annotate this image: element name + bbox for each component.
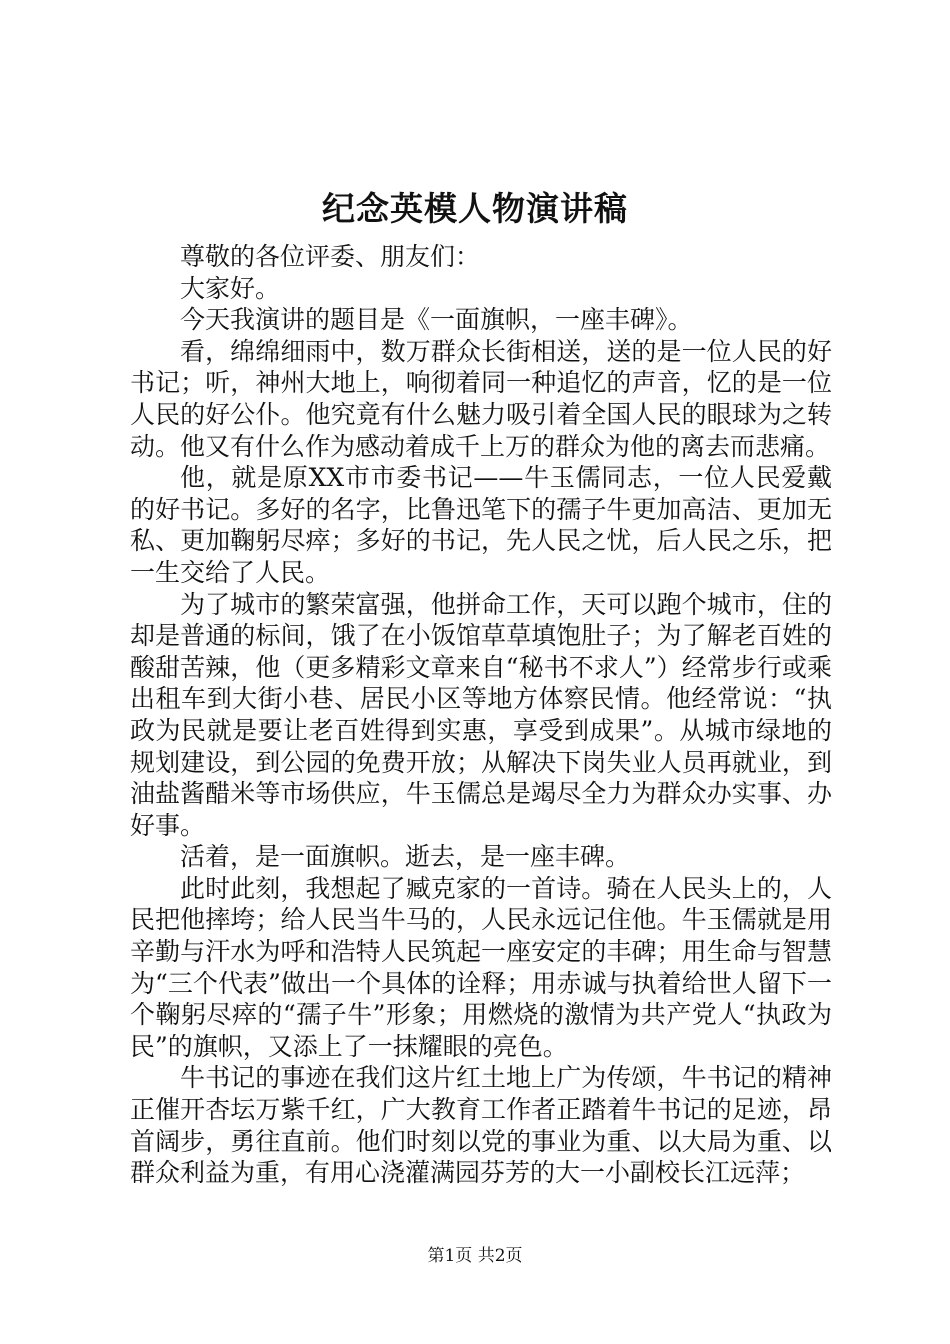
paragraph: 看，绵绵细雨中，数万群众长街相送，送的是一位人民的好书记；听，神州大地上，响彻着同一种追忆的声音，忆的是一位人民的好公仆。他究竟有什么魅力吸引着全国人民的眼球为之转动。他又有什么作为感动着成千上万的群众为他的离去而悲痛。 — [130, 336, 832, 461]
page-number-footer: 第1页 共2页 — [427, 1246, 523, 1266]
paragraph-topic: 今天我演讲的题目是《一面旗帜，一座丰碑》。 — [180, 305, 693, 335]
paragraph: 他，就是原XX市市委书记——牛玉儒同志，一位人民爱戴的好书记。多好的名字，比鲁迅笔下的孺子牛更加高洁、更加无私、更加鞠躬尽瘁；多好的书记，先人民之忧，后人民之乐，把一生交给了人民。 — [130, 463, 832, 587]
paragraph-greeting: 大家好。 — [180, 273, 281, 303]
paragraph: 牛书记的事迹在我们这片红土地上广为传颂，牛书记的精神正催开杏坛万紫千红，广大教育工作者正踏着牛书记的足迹，昂首阔步，勇往直前。他们时刻以党的事业为重、以大局为重、以群众利益为重，有用心浇灌满园芬芳的大一小副校长江远萍； — [130, 1063, 832, 1188]
paragraph: 活着，是一面旗帜。逝去，是一座丰碑。 — [180, 842, 631, 872]
document-body — [130, 241, 832, 1189]
paragraph: 为了城市的繁荣富强，他拼命工作，天可以跑个城市，住的却是普通的标间，饿了在小饭馆草草填饱肚子；为了解老百姓的酸甜苦辣，他（更多精彩文章来自“秘书不求人”）经常步行或乘出租车到大街小巷、居民小区等地方体察民情。他经常说：“执政为民就是要让老百姓得到实惠，享受到成果”。从城市绿地的规划建设，到公园的免费开放；从解决下岗失业人员再就业，到油盐酱醋米等市场供应，牛玉儒总是竭尽全力为群众办实事、办好事。 — [130, 589, 832, 840]
paragraph-salutation: 尊敬的各位评委、朋友们： — [180, 242, 481, 271]
paragraph: 此时此刻，我想起了臧克家的一首诗。骑在人民头上的，人民把他摔垮；给人民当牛马的，人民永远记住他。牛玉儒就是用辛勤与汗水为呼和浩特人民筑起一座安定的丰碑；用生命与智慧为“三个代表”做出一个具体的诠释；用赤诚与执着给世人留下一个鞠躬尽瘁的“孺子牛”形象；用燃烧的激情为共产党人“执政为民”的旗帜，又添上了一抹耀眼的亮色。 — [130, 873, 832, 1061]
document-title: 纪念英模人物演讲稿 — [322, 189, 628, 228]
